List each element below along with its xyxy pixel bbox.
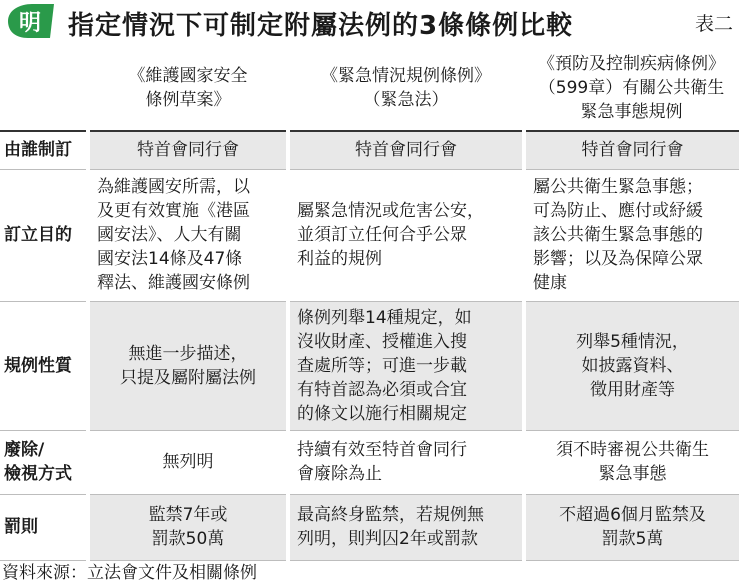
table-cell: 特首會同行會	[288, 131, 524, 169]
logo-text: 明	[18, 11, 42, 36]
table-cell: 條例列舉14種規定，如 沒收財產、授權進入搜 查處所等；可進一步載 有特首認為必須或合宜 的條文以施行相關規定	[288, 301, 524, 430]
row-header: 由誰制訂	[0, 131, 88, 169]
page-title: 指定情況下可制定附屬法例的3條條例比較	[68, 11, 574, 41]
comparison-table	[0, 47, 739, 561]
header	[0, 0, 739, 44]
row-header: 廢除/ 檢視方式	[0, 430, 88, 494]
table-cell: 監禁7年或 罰款50萬	[88, 494, 288, 560]
table-row	[0, 301, 739, 430]
table-cell: 持續有效至特首會同行 會廢除為止	[288, 430, 524, 494]
row-header: 罰則	[0, 494, 88, 560]
column-header: 《預防及控制疾病條例》 （599章）有關公共衛生 緊急事態規例	[524, 47, 739, 131]
ming-pao-logo	[2, 2, 56, 40]
row-header: 規例性質	[0, 301, 88, 430]
table-cell: 須不時審視公共衛生 緊急事態	[524, 430, 739, 494]
table-row	[0, 131, 739, 169]
table-cell: 無進一步描述， 只提及屬附屬法例	[88, 301, 288, 430]
column-header: 《緊急情況規例條例》 （緊急法）	[288, 47, 524, 131]
table-cell: 屬緊急情況或危害公安， 並須訂立任何合乎公眾 利益的規例	[288, 169, 524, 301]
table-row	[0, 494, 739, 560]
table-cell: 為維護國安所需，以 及更有效實施《港區 國安法》、人大有關 國安法14條及47條 釋法、維護國安條例	[88, 169, 288, 301]
table-cell: 不超過6個月監禁及 罰款5萬	[524, 494, 739, 560]
table-cell: 特首會同行會	[524, 131, 739, 169]
row-header: 訂立目的	[0, 169, 88, 301]
table-cell: 屬公共衛生緊急事態； 可為防止、應付或紓緩 該公共衛生緊急事態的 影響；以及為保障公眾 健康	[524, 169, 739, 301]
table-row	[0, 169, 739, 301]
table-cell: 列舉5種情況， 如披露資料、 徵用財產等	[524, 301, 739, 430]
source-note: 資料來源：立法會文件及相關條例	[2, 563, 257, 583]
table-cell: 特首會同行會	[88, 131, 288, 169]
table-row	[0, 430, 739, 494]
table-header-row	[0, 47, 739, 131]
table-cell: 最高終身監禁，若規例無 列明，則判囚2年或罰款	[288, 494, 524, 560]
table-cell: 無列明	[88, 430, 288, 494]
column-header: 《維護國家安全 條例草案》	[88, 47, 288, 131]
table-label: 表二	[694, 13, 733, 35]
column-header	[0, 47, 88, 131]
